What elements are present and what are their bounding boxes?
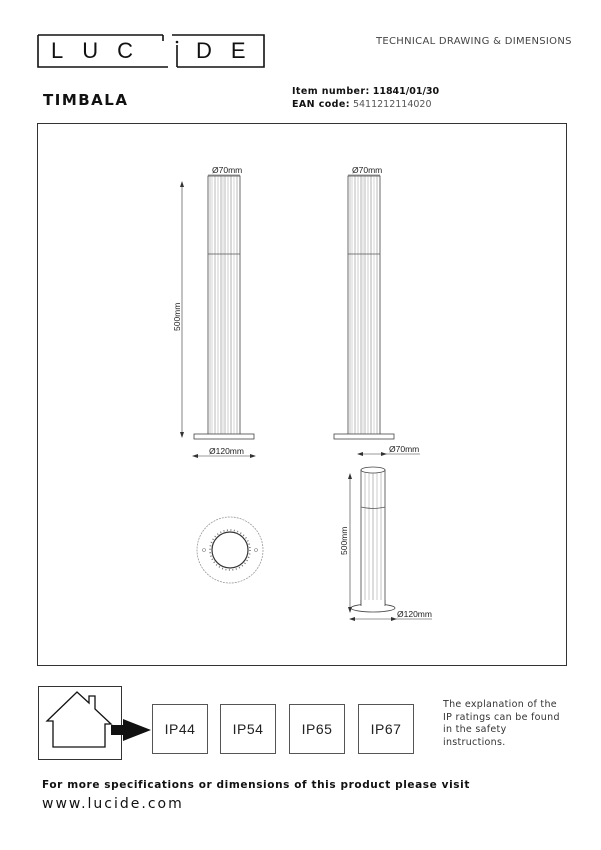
indoor-house-box bbox=[38, 686, 122, 760]
arrow-icon bbox=[111, 718, 153, 742]
ip-rating-box: IP65 bbox=[289, 704, 345, 754]
brand-logo bbox=[37, 34, 265, 68]
front-height: 500mm bbox=[172, 302, 182, 331]
perspective-view bbox=[351, 467, 395, 612]
perspective-height: 500mm bbox=[339, 526, 349, 555]
item-number-label: Item number: bbox=[292, 86, 370, 97]
product-name: TIMBALA bbox=[43, 91, 129, 109]
svg-text:DE: DE bbox=[196, 38, 265, 63]
product-meta: Item number: 11841/01/30 EAN code: 5411212114020 bbox=[292, 86, 440, 110]
front-view bbox=[194, 176, 254, 439]
note-line: The explanation of the bbox=[443, 699, 557, 710]
ip-explanation-note bbox=[443, 699, 583, 749]
footer-text: For more specifications or dimensions of this product please visit bbox=[42, 779, 470, 791]
side-top-diameter: Ø70mm bbox=[352, 165, 383, 175]
perspective-base-diameter: Ø120mm bbox=[397, 609, 432, 619]
technical-drawing bbox=[37, 123, 567, 666]
side-view bbox=[334, 176, 394, 439]
ean-value: 5411212114020 bbox=[352, 99, 432, 110]
ip-rating-box: IP44 bbox=[152, 704, 208, 754]
item-number-value: 11841/01/30 bbox=[372, 86, 440, 97]
website-link[interactable]: www.lucide.com bbox=[42, 796, 184, 812]
document-type-label: TECHNICAL DRAWING & DIMENSIONS bbox=[376, 36, 572, 47]
front-base-diameter: Ø120mm bbox=[209, 446, 244, 456]
ip-rating-box: IP67 bbox=[358, 704, 414, 754]
ip-rating-box: IP54 bbox=[220, 704, 276, 754]
front-top-diameter: Ø70mm bbox=[212, 165, 243, 175]
perspective-top-diameter: Ø70mm bbox=[389, 444, 420, 454]
note-line: IP ratings can be found bbox=[443, 711, 560, 723]
note-line: in the safety bbox=[443, 724, 507, 735]
ean-label: EAN code bbox=[292, 99, 346, 110]
logo-text: LUC bbox=[51, 38, 153, 63]
note-line: instructions. bbox=[443, 736, 506, 748]
top-view bbox=[197, 517, 263, 583]
